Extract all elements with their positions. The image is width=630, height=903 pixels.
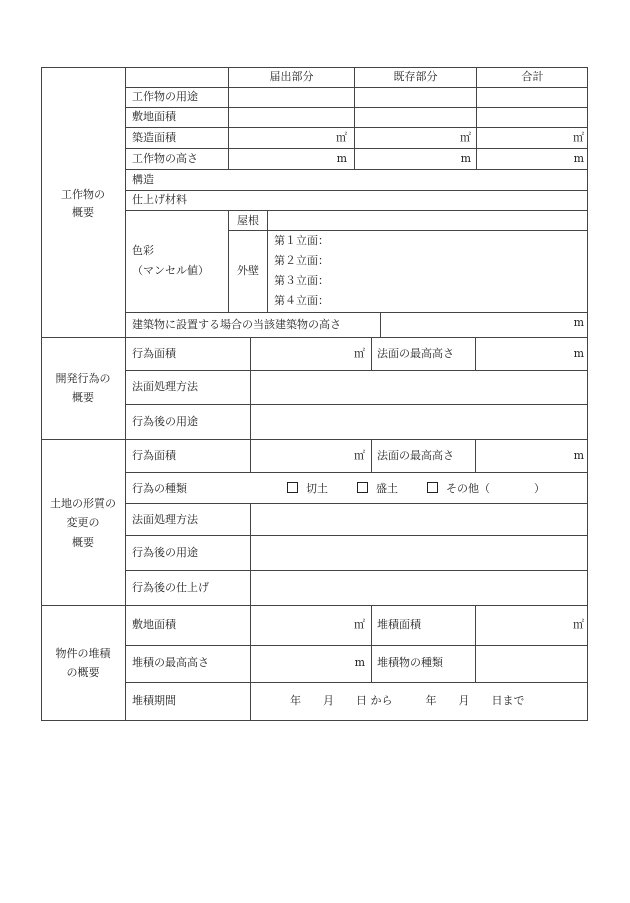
section-development-title-line2: 概要 — [72, 391, 94, 404]
unit-development-slope-height: m — [573, 347, 584, 360]
label-land-area: 行為面積 — [132, 449, 176, 462]
label-piling-max-height: 堆積の最高高さ — [132, 656, 209, 669]
header-existing: 既存部分 — [393, 70, 438, 83]
unit-height-existing: m — [460, 152, 471, 165]
section-land-title-line1: 土地の形質の — [50, 497, 116, 510]
unit-piling-site-area: ㎡ — [354, 618, 365, 631]
label-elevation-2: 第２立面： — [274, 254, 329, 267]
unit-land-slope-height: m — [573, 449, 584, 462]
label-building-area: 築造面積 — [132, 131, 176, 144]
label-munsell: （マンセル値） — [132, 264, 209, 277]
section-piling-title-line2: の概要 — [66, 666, 100, 679]
unit-land-area: ㎡ — [354, 449, 365, 462]
label-roof: 屋根 — [237, 214, 259, 227]
label-wall: 外壁 — [237, 264, 259, 277]
option-other[interactable]: その他（ ） — [427, 482, 545, 496]
unit-building-area-total: ㎡ — [573, 131, 584, 144]
section-land-title-line2: 変更の — [66, 516, 100, 529]
label-construction: 構造 — [132, 173, 154, 186]
label-structure-use: 工作物の用途 — [132, 90, 198, 103]
label-elevation-4: 第４立面： — [274, 294, 329, 307]
label-development-after-use: 行為後の用途 — [132, 415, 198, 428]
label-land-slope-method: 法面処理方法 — [132, 513, 198, 526]
header-notified: 届出部分 — [269, 70, 314, 83]
label-piling-area: 堆積面積 — [377, 618, 421, 631]
label-building-height: 建築物に設置する場合の当該建築物の高さ — [132, 318, 341, 331]
unit-height-notified: m — [336, 152, 347, 165]
label-elevation-1: 第１立面： — [274, 234, 329, 247]
label-piling-period: 堆積期間 — [132, 694, 176, 707]
option-cut[interactable]: 切土 — [287, 482, 328, 496]
label-land-after-finish: 行為後の仕上げ — [132, 581, 209, 594]
unit-piling-area: ㎡ — [573, 618, 584, 631]
unit-building-area-notified: ㎡ — [336, 131, 347, 144]
section-structure-title-line1: 工作物の — [61, 188, 105, 201]
label-development-slope-method: 法面処理方法 — [132, 380, 198, 393]
section-development-title-line1: 開発行為の — [55, 372, 111, 385]
header-total: 合計 — [521, 70, 544, 83]
label-elevation-3: 第３立面： — [274, 274, 329, 287]
label-piling-kind: 堆積物の種類 — [377, 656, 443, 669]
piling-period-range: 年 月 日 から 年 月 日まで — [290, 694, 525, 707]
unit-building-height: m — [573, 316, 584, 329]
label-structure-height: 工作物の高さ — [132, 152, 198, 165]
checkbox-cut[interactable] — [287, 482, 298, 493]
section-structure-title-line2: 概要 — [72, 206, 94, 219]
label-land-kind: 行為の種類 — [132, 482, 187, 495]
label-development-area: 行為面積 — [132, 347, 176, 360]
label-finish-material: 仕上げ材料 — [132, 193, 187, 206]
unit-piling-max-height: m — [354, 656, 365, 669]
label-land-slope-height: 法面の最高高さ — [377, 449, 454, 462]
checkbox-fill[interactable] — [357, 482, 368, 493]
unit-building-area-existing: ㎡ — [460, 131, 471, 144]
section-land-title-line3: 概要 — [72, 536, 94, 549]
section-piling-title-line1: 物件の堆積 — [55, 647, 111, 660]
label-land-after-use: 行為後の用途 — [132, 546, 198, 559]
option-fill[interactable]: 盛土 — [357, 482, 398, 496]
label-site-area: 敷地面積 — [132, 110, 176, 123]
checkbox-other[interactable] — [427, 482, 438, 493]
notification-form-table — [41, 67, 588, 721]
label-development-slope-height: 法面の最高高さ — [377, 347, 454, 360]
label-piling-site-area: 敷地面積 — [132, 618, 176, 631]
label-color: 色彩 — [132, 244, 154, 257]
unit-development-area: ㎡ — [354, 347, 365, 360]
unit-height-total: m — [573, 152, 584, 165]
